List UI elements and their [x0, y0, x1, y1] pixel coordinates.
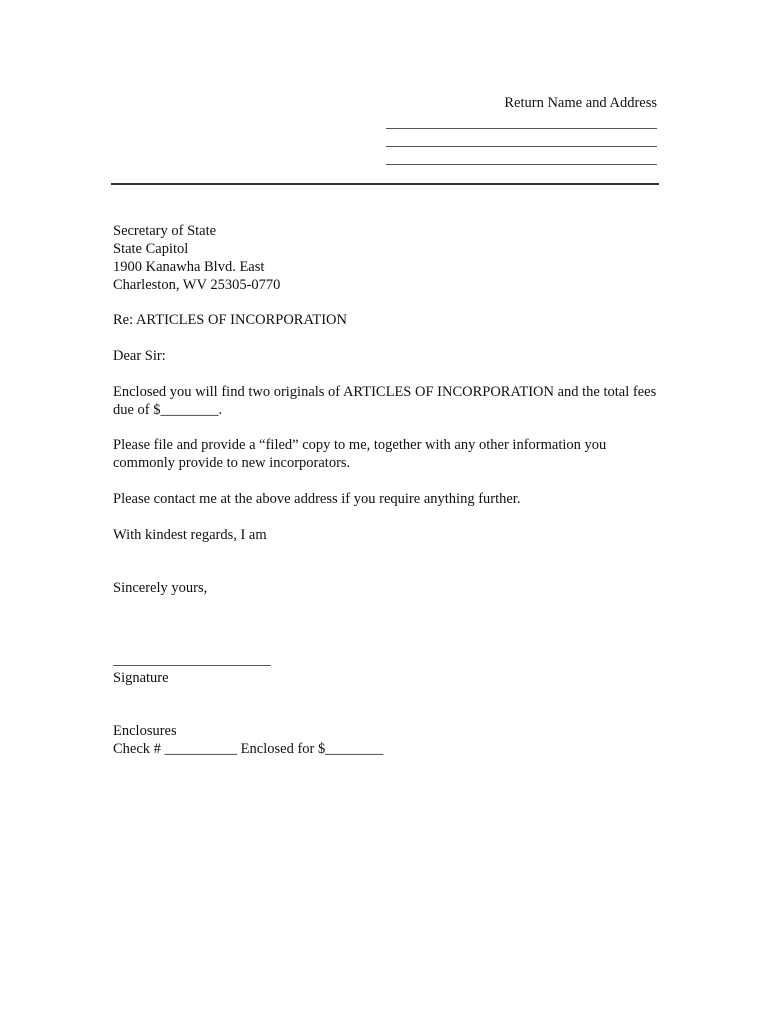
- closing: Sincerely yours,: [113, 580, 208, 596]
- signature-label: Signature: [113, 670, 169, 686]
- enclosures-label: Enclosures: [113, 723, 177, 739]
- paragraph-enclosed: Enclosed you will find two originals of ARTICLES OF INCORPORATION and the total fees due of $________.: [113, 384, 657, 418]
- recipient-line-3: 1900 Kanawha Blvd. East: [113, 259, 265, 275]
- return-address-block: [385, 94, 657, 112]
- paragraph-file-request: Please file and provide a “filed” copy to me, together with any other information you commonly provide to new incorporators.: [113, 437, 607, 471]
- check-enclosed-line: Check # __________ Enclosed for $________: [113, 741, 384, 757]
- return-address-title: Return Name and Address: [504, 95, 657, 111]
- recipient-line-1: Secretary of State: [113, 223, 217, 239]
- return-address-line-3: [386, 164, 657, 165]
- paragraph-contact: Please contact me at the above address if you require anything further.: [113, 491, 521, 507]
- return-address-line-2: [386, 146, 657, 147]
- salutation: Dear Sir:: [113, 348, 166, 364]
- recipient-line-2: State Capitol: [113, 241, 189, 257]
- header-divider: [111, 183, 659, 185]
- return-address-line-1: [386, 128, 657, 129]
- paragraph-regards: With kindest regards, I am: [113, 527, 267, 543]
- recipient-line-4: Charleston, WV 25305-0770: [113, 277, 281, 293]
- subject-line: Re: ARTICLES OF INCORPORATION: [113, 312, 347, 328]
- signature-line: [113, 665, 271, 666]
